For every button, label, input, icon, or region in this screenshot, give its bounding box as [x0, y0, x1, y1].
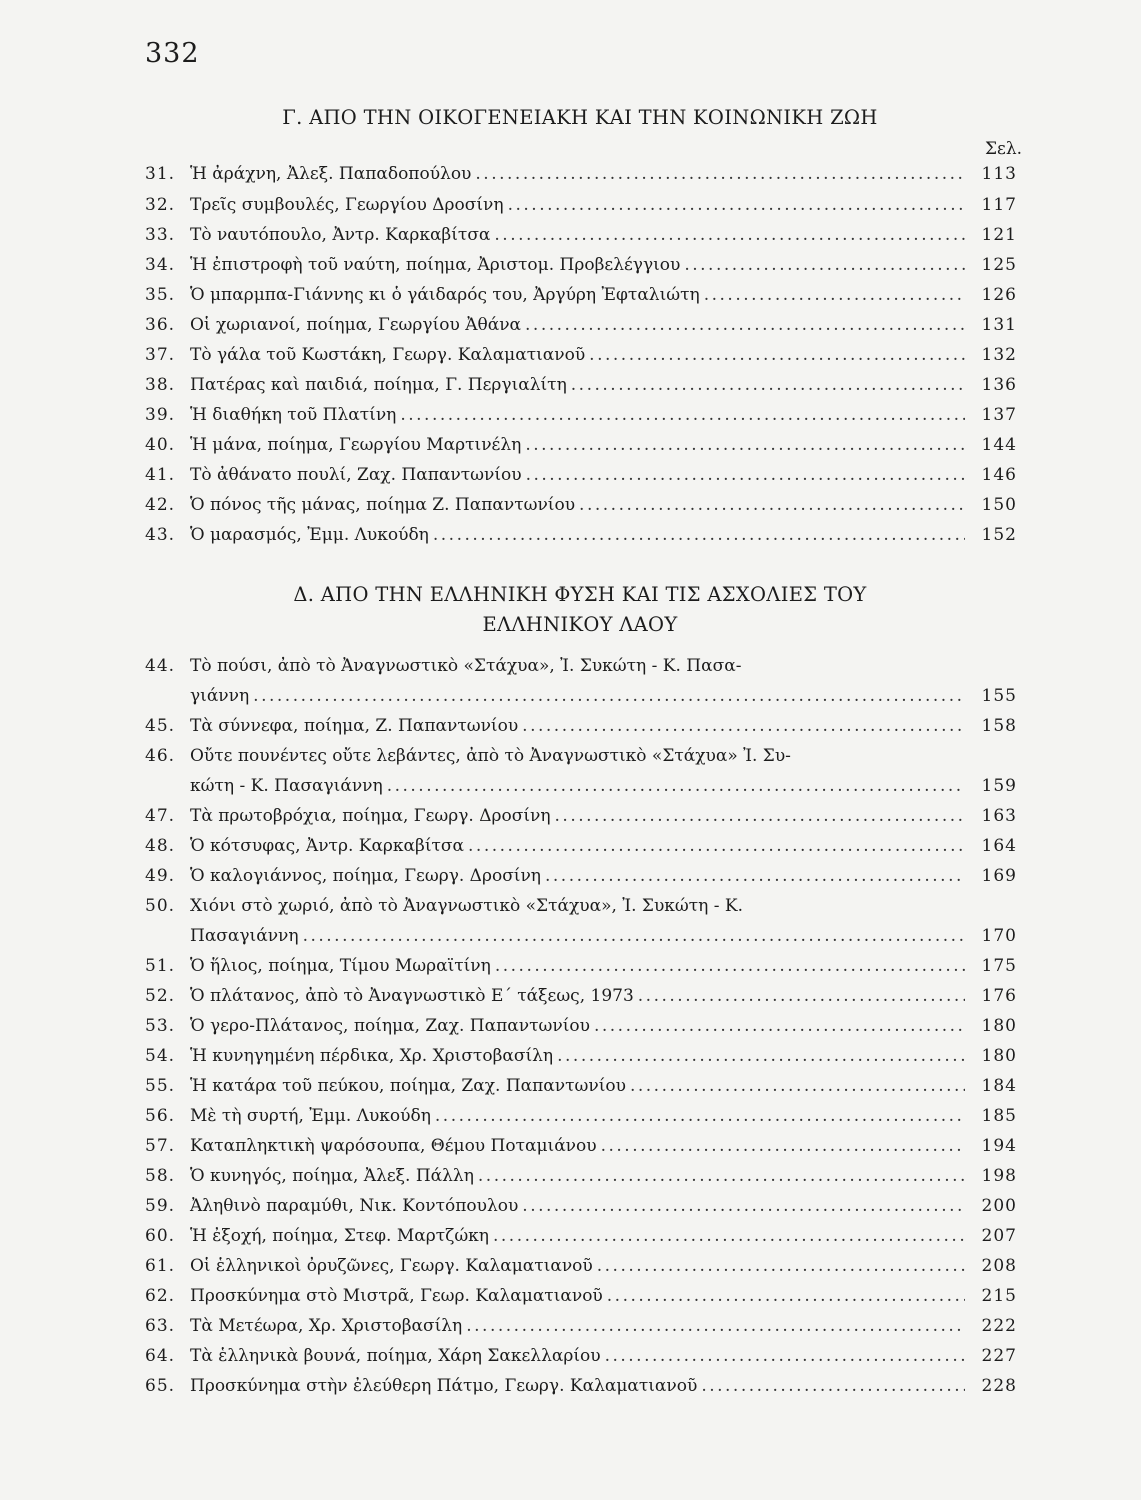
entry-page: 228 — [981, 1376, 1017, 1396]
entry-title: Ἡ ἀράχνη, Ἀλεξ. Παπαδοπούλου — [190, 164, 472, 184]
leader-dots — [545, 866, 965, 886]
entry-number: 54. — [145, 1046, 176, 1066]
entry-title-cont: κώτη - Κ. Πασαγιάννη — [190, 776, 383, 796]
leader-dots — [607, 1286, 965, 1306]
leader-dots — [630, 1076, 965, 1096]
entry-number: 53. — [145, 1016, 176, 1036]
entry-title: Ὁ ἥλιος, ποίημα, Τίμου Μωραϊτίνη — [190, 956, 491, 976]
entry-title: Τρεῖς συμβουλές, Γεωργίου Δροσίνη — [190, 195, 504, 215]
entry-page: 180 — [981, 1046, 1017, 1066]
toc-entry — [145, 255, 1017, 279]
entry-title: Τὸ ἀθάνατο πουλί, Ζαχ. Παπαντωνίου — [190, 465, 522, 485]
entry-title: Ἡ ἐπιστροφὴ τοῦ ναύτη, ποίημα, Ἀριστομ. Προβελέγγιου — [190, 255, 681, 275]
entry-number: 65. — [145, 1376, 176, 1396]
entry-number: 31. — [145, 164, 176, 184]
entry-page: 227 — [981, 1346, 1017, 1366]
entry-page: 136 — [981, 375, 1017, 395]
entry-page: 158 — [981, 716, 1017, 736]
entry-page: 150 — [981, 495, 1017, 515]
toc-entry — [145, 164, 1017, 188]
leader-dots — [253, 686, 965, 706]
entry-number: 60. — [145, 1226, 176, 1246]
entry-title: Ἡ μάνα, ποίημα, Γεωργίου Μαρτινέλη — [190, 435, 522, 455]
entry-number: 43. — [145, 525, 176, 545]
entry-title: Οἱ ἑλληνικοὶ ὀρυζῶνες, Γεωργ. Καλαματιανοῦ — [190, 1256, 593, 1276]
entry-page: 137 — [981, 405, 1017, 425]
entry-page: 185 — [981, 1106, 1017, 1126]
toc-entry — [145, 1046, 1017, 1070]
leader-dots — [579, 495, 965, 515]
entry-title: Οὔτε πουνέντες οὔτε λεβάντες, ἀπὸ τὸ Ἀναγνωστικὸ «Στάχυα» Ἰ. Συ- — [190, 746, 791, 766]
leader-dots — [508, 195, 965, 215]
leader-dots — [522, 1196, 965, 1216]
entry-title: Ὁ κυνηγός, ποίημα, Ἀλεξ. Πάλλη — [190, 1166, 474, 1186]
entry-title: Προσκύνημα στὴν ἐλεύθερη Πάτμο, Γεωργ. Καλαματιανοῦ — [190, 1376, 698, 1396]
entry-number: 49. — [145, 866, 176, 886]
entry-number: 52. — [145, 986, 176, 1006]
leader-dots — [468, 836, 965, 856]
entry-number: 45. — [145, 716, 176, 736]
leader-dots — [571, 375, 965, 395]
toc-entry — [145, 285, 1017, 309]
page-number: 332 — [145, 38, 200, 69]
entry-number: 51. — [145, 956, 176, 976]
entry-title: Προσκύνημα στὸ Μιστρᾶ, Γεωρ. Καλαματιανοῦ — [190, 1286, 603, 1306]
toc-entry — [145, 1346, 1017, 1370]
entry-number: 44. — [145, 656, 176, 676]
leader-dots — [400, 405, 965, 425]
entry-page: 175 — [981, 956, 1017, 976]
entry-number: 63. — [145, 1316, 176, 1336]
entry-title: Χιόνι στὸ χωριό, ἀπὸ τὸ Ἀναγνωστικὸ «Στάχυα», Ἰ. Συκώτη - Κ. — [190, 896, 744, 916]
entry-page: 176 — [981, 986, 1017, 1006]
toc-entry — [145, 986, 1017, 1010]
leader-dots — [387, 776, 965, 796]
leader-dots — [605, 1346, 965, 1366]
toc-entry — [145, 1286, 1017, 1310]
entry-number: 47. — [145, 806, 176, 826]
entry-title: Τὰ πρωτοβρόχια, ποίημα, Γεωργ. Δροσίνη — [190, 806, 551, 826]
entry-title: Τὸ ναυτόπουλο, Ἀντρ. Καρκαβίτσα — [190, 225, 491, 245]
entry-title-cont: Πασαγιάννη — [190, 926, 299, 946]
entry-number: 36. — [145, 315, 176, 335]
leader-dots — [493, 1226, 965, 1246]
entry-title: Ὁ πλάτανος, ἀπὸ τὸ Ἀναγνωστικὸ Ε΄ τάξεως, 1973 — [190, 986, 634, 1006]
toc-entry — [145, 1226, 1017, 1250]
leader-dots — [494, 225, 965, 245]
toc-entry — [145, 375, 1017, 399]
entry-number: 46. — [145, 746, 176, 766]
entry-number: 42. — [145, 495, 176, 515]
entry-title: Μὲ τὴ συρτή, Ἐμμ. Λυκούδη — [190, 1106, 431, 1126]
entry-number: 56. — [145, 1106, 176, 1126]
entry-number: 62. — [145, 1286, 176, 1306]
entry-page: 194 — [981, 1136, 1017, 1156]
entry-number: 33. — [145, 225, 176, 245]
toc-entry — [145, 836, 1017, 860]
toc-entry — [145, 746, 1017, 770]
toc-entry — [145, 1196, 1017, 1220]
toc-entry-continuation — [190, 926, 1017, 950]
entry-title: Ἡ ἐξοχή, ποίημα, Στεφ. Μαρτζώκη — [190, 1226, 489, 1246]
toc-entry — [145, 1376, 1017, 1400]
toc-entry — [145, 1256, 1017, 1280]
entry-title: Ἡ κατάρα τοῦ πεύκου, ποίημα, Ζαχ. Παπαντωνίου — [190, 1076, 626, 1096]
entry-number: 61. — [145, 1256, 176, 1276]
leader-dots — [684, 255, 965, 275]
entry-title: Ἡ διαθήκη τοῦ Πλατίνη — [190, 405, 397, 425]
entry-title: Ἡ κυνηγημένη πέρδικα, Χρ. Χριστοβασίλη — [190, 1046, 554, 1066]
entry-page: 207 — [981, 1226, 1017, 1246]
page-column-label: Σελ. — [985, 139, 1023, 159]
leader-dots — [525, 435, 965, 455]
entry-page: 125 — [981, 255, 1017, 275]
entry-page: 146 — [981, 465, 1017, 485]
entry-page: 169 — [981, 866, 1017, 886]
entry-number: 39. — [145, 405, 176, 425]
toc-entry — [145, 345, 1017, 369]
toc-entry — [145, 896, 1017, 920]
entry-number: 64. — [145, 1346, 176, 1366]
entry-title: Ὁ μαρασμός, Ἐμμ. Λυκούδη — [190, 525, 429, 545]
entry-number: 55. — [145, 1076, 176, 1096]
entry-page: 198 — [981, 1166, 1017, 1186]
toc-entry — [145, 435, 1017, 459]
leader-dots — [303, 926, 965, 946]
entry-page: 180 — [981, 1016, 1017, 1036]
leader-dots — [475, 164, 965, 184]
entry-page: 170 — [981, 926, 1017, 946]
entry-title: Τὸ γάλα τοῦ Κωστάκη, Γεωργ. Καλαματιανοῦ — [190, 345, 586, 365]
toc-entry — [145, 716, 1017, 740]
entry-title: Τὰ Μετέωρα, Χρ. Χριστοβασίλη — [190, 1316, 463, 1336]
leader-dots — [526, 465, 965, 485]
toc-entry — [145, 465, 1017, 489]
entry-number: 50. — [145, 896, 176, 916]
entry-title: Ὁ πόνος τῆς μάνας, ποίημα Ζ. Παπαντωνίου — [190, 495, 576, 515]
entry-title: Ὁ καλογιάννος, ποίημα, Γεωργ. Δροσίνη — [190, 866, 541, 886]
toc-entry — [145, 1166, 1017, 1190]
section-heading-d-line2: ΕΛΛΗΝΙΚΟΥ ΛΑΟΥ — [482, 613, 678, 636]
entry-page: 200 — [981, 1196, 1017, 1216]
toc-entry — [145, 1316, 1017, 1340]
entry-page: 117 — [981, 195, 1017, 215]
entry-title-cont: γιάννη — [190, 686, 250, 706]
entry-number: 34. — [145, 255, 176, 275]
entry-number: 41. — [145, 465, 176, 485]
leader-dots — [555, 806, 965, 826]
entry-page: 159 — [981, 776, 1017, 796]
leader-dots — [704, 285, 965, 305]
leader-dots — [433, 525, 965, 545]
toc-entry — [145, 956, 1017, 980]
entry-page: 222 — [981, 1316, 1017, 1336]
toc-entry — [145, 656, 1017, 680]
toc-entry — [145, 225, 1017, 249]
entry-page: 152 — [981, 525, 1017, 545]
entry-page: 184 — [981, 1076, 1017, 1096]
entry-title: Ὁ γερο-Πλάτανος, ποίημα, Ζαχ. Παπαντωνίου — [190, 1016, 590, 1036]
entry-page: 126 — [981, 285, 1017, 305]
entry-title: Καταπληκτικὴ ψαρόσουπα, Θέμου Ποταμιάνου — [190, 1136, 597, 1156]
leader-dots — [638, 986, 965, 1006]
leader-dots — [557, 1046, 965, 1066]
toc-entry-continuation — [190, 686, 1017, 710]
entry-title: Ὁ κότσυφας, Ἀντρ. Καρκαβίτσα — [190, 836, 465, 856]
entry-number: 35. — [145, 285, 176, 305]
entry-page: 132 — [981, 345, 1017, 365]
entry-page: 113 — [981, 164, 1017, 184]
entry-page: 121 — [981, 225, 1017, 245]
entry-title: Ὁ μπαρμπα-Γιάννης κι ὁ γάιδαρός του, Ἀργύρη Ἐφταλιώτη — [190, 285, 700, 305]
toc-entry — [145, 1016, 1017, 1040]
entry-page: 131 — [981, 315, 1017, 335]
toc-entry — [145, 495, 1017, 519]
entry-page: 144 — [981, 435, 1017, 455]
entry-number: 32. — [145, 195, 176, 215]
toc-entry — [145, 1076, 1017, 1100]
toc-entry — [145, 1106, 1017, 1130]
entry-number: 58. — [145, 1166, 176, 1186]
entry-title: Πατέρας καὶ παιδιά, ποίημα, Γ. Περγιαλίτη — [190, 375, 567, 395]
toc-entry — [145, 1136, 1017, 1160]
toc-entry — [145, 806, 1017, 830]
entry-title: Ἀληθινὸ παραμύθι, Νικ. Κοντόπουλου — [190, 1196, 519, 1216]
leader-dots — [594, 1016, 965, 1036]
section-heading-d-line1: Δ. ΑΠΟ ΤΗΝ ΕΛΛΗΝΙΚΗ ΦΥΣΗ ΚΑΙ ΤΙΣ ΑΣΧΟΛΙΕΣ ΤΟΥ — [293, 583, 867, 606]
toc-entry — [145, 866, 1017, 890]
entry-page: 208 — [981, 1256, 1017, 1276]
entry-number: 37. — [145, 345, 176, 365]
entry-page: 155 — [981, 686, 1017, 706]
entry-page: 163 — [981, 806, 1017, 826]
leader-dots — [435, 1106, 965, 1126]
entry-title: Τὰ ἑλληνικὰ βουνά, ποίημα, Χάρη Σακελλαρίου — [190, 1346, 601, 1366]
section-heading-c: Γ. ΑΠΟ ΤΗΝ ΟΙΚΟΓΕΝΕΙΑΚΗ ΚΑΙ ΤΗΝ ΚΟΙΝΩΝΙΚΗ ΖΩΗ — [282, 106, 878, 129]
toc-entry — [145, 525, 1017, 549]
leader-dots — [466, 1316, 965, 1336]
entry-number: 48. — [145, 836, 176, 856]
entry-title: Οἱ χωριανοί, ποίημα, Γεωργίου Ἀθάνα — [190, 315, 522, 335]
entry-number: 57. — [145, 1136, 176, 1156]
leader-dots — [701, 1376, 965, 1396]
leader-dots — [478, 1166, 965, 1186]
leader-dots — [495, 956, 965, 976]
toc-entry-continuation — [190, 776, 1017, 800]
entry-number: 40. — [145, 435, 176, 455]
leader-dots — [589, 345, 965, 365]
toc-entry — [145, 315, 1017, 339]
entry-title: Τὸ πούσι, ἀπὸ τὸ Ἀναγνωστικὸ «Στάχυα», Ἰ. Συκώτη - Κ. Πασα- — [190, 656, 742, 676]
toc-entry — [145, 195, 1017, 219]
entry-page: 215 — [981, 1286, 1017, 1306]
leader-dots — [597, 1256, 965, 1276]
entry-title: Τὰ σύννεφα, ποίημα, Ζ. Παπαντωνίου — [190, 716, 519, 736]
leader-dots — [522, 716, 965, 736]
entry-number: 59. — [145, 1196, 176, 1216]
entry-page: 164 — [981, 836, 1017, 856]
entry-number: 38. — [145, 375, 176, 395]
leader-dots — [601, 1136, 965, 1156]
leader-dots — [525, 315, 965, 335]
toc-entry — [145, 405, 1017, 429]
